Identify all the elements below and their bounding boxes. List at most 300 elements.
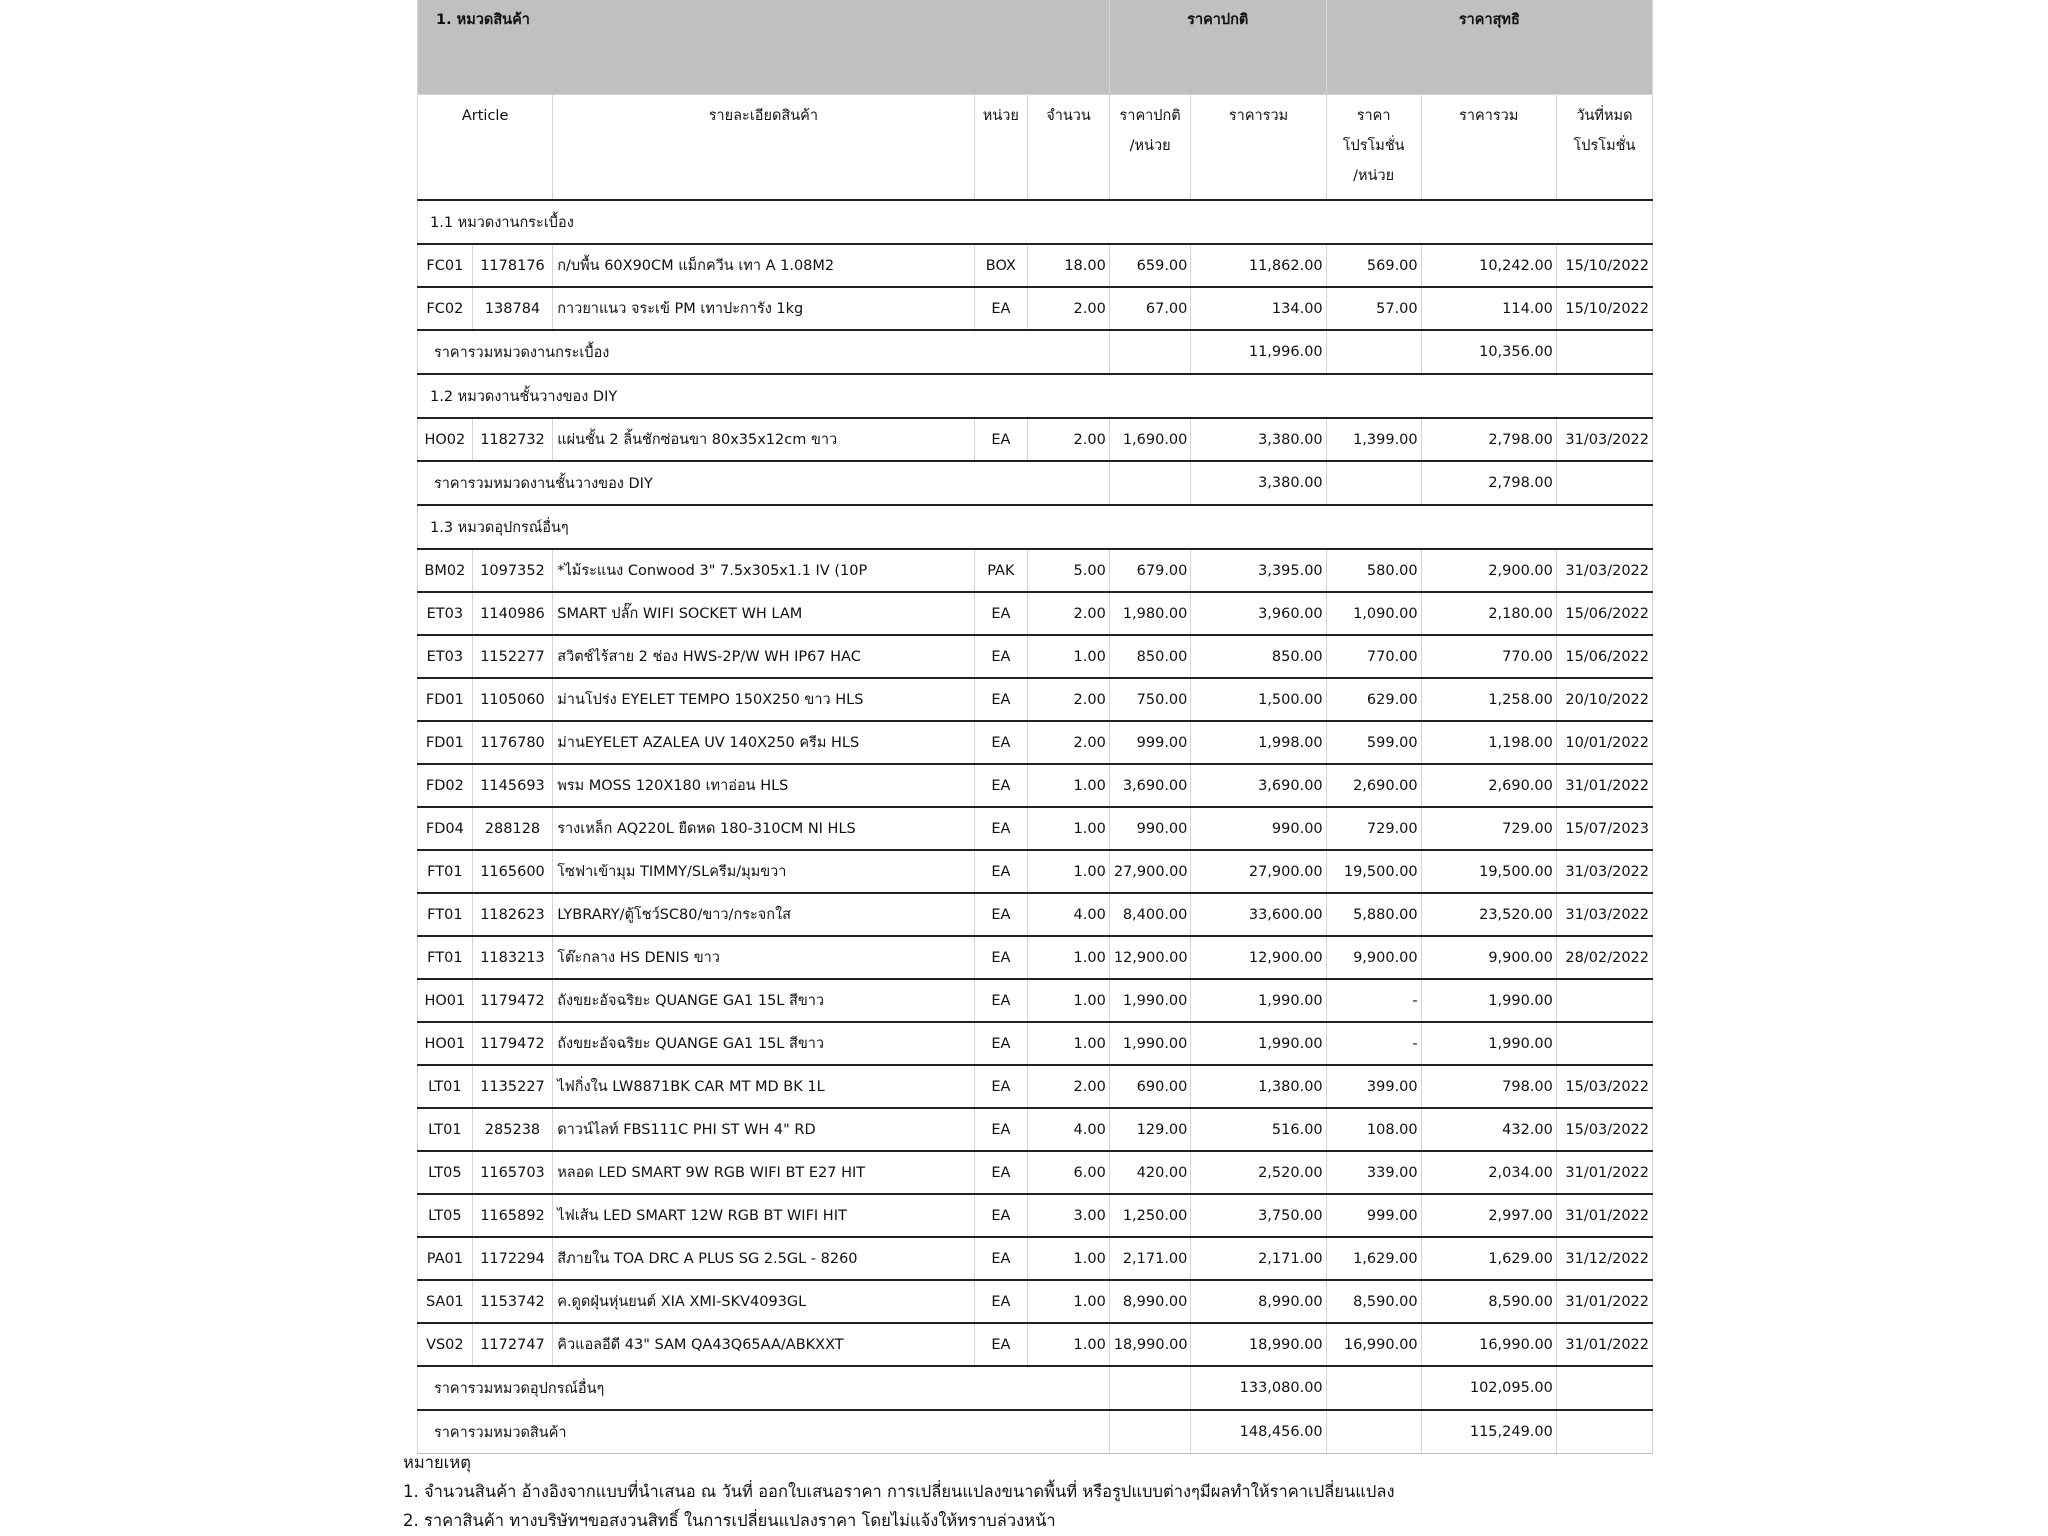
item-article: 1105060: [472, 678, 553, 721]
item-normal-total: 11,862.00: [1191, 244, 1326, 287]
item-net-total: 2,180.00: [1421, 592, 1556, 635]
item-promo-end: 31/01/2022: [1556, 1280, 1652, 1323]
item-article: 1172747: [472, 1323, 553, 1366]
item-row: [418, 678, 1653, 721]
subtotal-row-normal: 11,996.00: [1191, 330, 1326, 374]
subtotal-row-label: ราคารวมหมวดงานกระเบื้อง: [418, 330, 1110, 374]
col-promo-price: [1326, 95, 1421, 201]
item-unit: EA: [974, 764, 1028, 807]
item-row: [418, 850, 1653, 893]
item-net-total: 16,990.00: [1421, 1323, 1556, 1366]
grand-total-row-blank: [1556, 1410, 1652, 1454]
item-promo-end: 28/02/2022: [1556, 936, 1652, 979]
category-row: [418, 505, 1653, 549]
col-normal-total: ราคารวม: [1191, 95, 1326, 201]
net-price-group: ราคาสุทธิ: [1326, 0, 1652, 95]
item-article: 138784: [472, 287, 553, 330]
item-description: ไฟเส้น LED SMART 12W RGB BT WIFI HIT: [553, 1194, 974, 1237]
col-promo-l3: /หน่วย: [1353, 168, 1395, 184]
item-net-total: 770.00: [1421, 635, 1556, 678]
item-promo-end: 31/01/2022: [1556, 1323, 1652, 1366]
item-promo-price: -: [1326, 979, 1421, 1022]
item-normal-total: 27,900.00: [1191, 850, 1326, 893]
subtotal-row-blank: [1326, 1366, 1421, 1410]
subtotal-row: [418, 1366, 1653, 1410]
item-article: 1176780: [472, 721, 553, 764]
notes: [403, 1448, 1395, 1535]
item-unit-price: 679.00: [1109, 549, 1191, 592]
item-row: [418, 1194, 1653, 1237]
item-unit-price: 750.00: [1109, 678, 1191, 721]
column-header-row: [418, 95, 1653, 201]
item-code: HO01: [418, 979, 473, 1022]
item-unit-price: 8,400.00: [1109, 893, 1191, 936]
item-qty: 2.00: [1028, 418, 1110, 461]
item-net-total: 432.00: [1421, 1108, 1556, 1151]
item-unit-price: 27,900.00: [1109, 850, 1191, 893]
subtotal-row-net: 10,356.00: [1421, 330, 1556, 374]
section-title: 1. หมวดสินค้า: [418, 0, 1110, 95]
item-description: LYBRARY/ตู้โชว์SC80/ขาว/กระจกใส: [553, 893, 974, 936]
item-row: [418, 1280, 1653, 1323]
item-description: พรม MOSS 120X180 เทาอ่อน HLS: [553, 764, 974, 807]
item-promo-price: 629.00: [1326, 678, 1421, 721]
item-unit-price: 990.00: [1109, 807, 1191, 850]
item-description: ไฟกิ่งใน LW8871BK CAR MT MD BK 1L: [553, 1065, 974, 1108]
item-unit: EA: [974, 1108, 1028, 1151]
item-code: ET03: [418, 592, 473, 635]
item-unit: EA: [974, 287, 1028, 330]
item-normal-total: 990.00: [1191, 807, 1326, 850]
item-row: [418, 1151, 1653, 1194]
item-unit-price: 690.00: [1109, 1065, 1191, 1108]
item-unit: EA: [974, 721, 1028, 764]
item-net-total: 9,900.00: [1421, 936, 1556, 979]
subtotal-row-blank: [1326, 330, 1421, 374]
item-net-total: 1,258.00: [1421, 678, 1556, 721]
item-net-total: 2,798.00: [1421, 418, 1556, 461]
item-promo-end: 31/03/2022: [1556, 850, 1652, 893]
item-row: [418, 893, 1653, 936]
item-promo-end: [1556, 1022, 1652, 1065]
item-promo-end: [1556, 979, 1652, 1022]
col-description: รายละเอียดสินค้า: [553, 95, 974, 201]
item-normal-total: 1,990.00: [1191, 1022, 1326, 1065]
item-row: [418, 592, 1653, 635]
subtotal-row-blank: [1109, 1366, 1191, 1410]
item-normal-total: 3,750.00: [1191, 1194, 1326, 1237]
item-normal-total: 134.00: [1191, 287, 1326, 330]
item-unit-price: 1,690.00: [1109, 418, 1191, 461]
col-unit: หน่วย: [974, 95, 1028, 201]
item-normal-total: 3,395.00: [1191, 549, 1326, 592]
item-code: FC02: [418, 287, 473, 330]
item-unit: EA: [974, 1022, 1028, 1065]
item-promo-end: 31/03/2022: [1556, 549, 1652, 592]
item-promo-price: 729.00: [1326, 807, 1421, 850]
col-unit-price-l2: /หน่วย: [1129, 138, 1171, 154]
item-unit-price: 1,990.00: [1109, 979, 1191, 1022]
item-net-total: 114.00: [1421, 287, 1556, 330]
item-article: 1179472: [472, 1022, 553, 1065]
item-qty: 6.00: [1028, 1151, 1110, 1194]
item-code: FT01: [418, 936, 473, 979]
item-qty: 1.00: [1028, 850, 1110, 893]
item-promo-price: 1,629.00: [1326, 1237, 1421, 1280]
item-unit: EA: [974, 979, 1028, 1022]
item-code: BM02: [418, 549, 473, 592]
item-description: *ไม้ระแนง Conwood 3" 7.5x305x1.1 IV (10P: [553, 549, 974, 592]
item-promo-price: 16,990.00: [1326, 1323, 1421, 1366]
item-normal-total: 1,380.00: [1191, 1065, 1326, 1108]
item-unit-price: 18,990.00: [1109, 1323, 1191, 1366]
item-unit: EA: [974, 1237, 1028, 1280]
item-net-total: 1,198.00: [1421, 721, 1556, 764]
subtotal-row-blank: [1556, 461, 1652, 505]
subtotal-row-net: 2,798.00: [1421, 461, 1556, 505]
item-unit-price: 1,990.00: [1109, 1022, 1191, 1065]
item-normal-total: 1,990.00: [1191, 979, 1326, 1022]
item-promo-price: 599.00: [1326, 721, 1421, 764]
grand-total-row-net: 115,249.00: [1421, 1410, 1556, 1454]
item-promo-price: 57.00: [1326, 287, 1421, 330]
item-net-total: 729.00: [1421, 807, 1556, 850]
item-unit-price: 3,690.00: [1109, 764, 1191, 807]
item-normal-total: 12,900.00: [1191, 936, 1326, 979]
subtotal-row-label: ราคารวมหมวดอุปกรณ์อื่นๆ: [418, 1366, 1110, 1410]
item-code: FD02: [418, 764, 473, 807]
price-table: [417, 0, 1653, 1454]
subtotal-row-blank: [1109, 461, 1191, 505]
item-normal-total: 1,998.00: [1191, 721, 1326, 764]
item-unit-price: 129.00: [1109, 1108, 1191, 1151]
grand-total-row-blank: [1109, 1410, 1191, 1454]
item-unit: EA: [974, 893, 1028, 936]
item-net-total: 2,690.00: [1421, 764, 1556, 807]
item-description: โซฟาเข้ามุม TIMMY/SLครีม/มุมขวา: [553, 850, 974, 893]
item-net-total: 798.00: [1421, 1065, 1556, 1108]
item-qty: 4.00: [1028, 1108, 1110, 1151]
item-normal-total: 3,690.00: [1191, 764, 1326, 807]
item-row: [418, 764, 1653, 807]
item-promo-price: 2,690.00: [1326, 764, 1421, 807]
item-net-total: 2,900.00: [1421, 549, 1556, 592]
item-unit-price: 1,980.00: [1109, 592, 1191, 635]
col-promo-l2: โปรโมชั่น: [1342, 138, 1405, 154]
item-promo-end: 31/01/2022: [1556, 1194, 1652, 1237]
item-row: [418, 979, 1653, 1022]
item-description: รางเหล็ก AQ220L ยืดหด 180-310CM NI HLS: [553, 807, 974, 850]
item-normal-total: 1,500.00: [1191, 678, 1326, 721]
item-normal-total: 516.00: [1191, 1108, 1326, 1151]
item-qty: 2.00: [1028, 287, 1110, 330]
col-promo-end-l1: วันที่หมด: [1576, 108, 1633, 124]
item-code: SA01: [418, 1280, 473, 1323]
item-promo-end: 31/12/2022: [1556, 1237, 1652, 1280]
item-description: ค.ดูดฝุ่นหุ่นยนต์ XIA XMI-SKV4093GL: [553, 1280, 974, 1323]
item-net-total: 1,990.00: [1421, 1022, 1556, 1065]
item-qty: 4.00: [1028, 893, 1110, 936]
item-net-total: 10,242.00: [1421, 244, 1556, 287]
item-qty: 1.00: [1028, 936, 1110, 979]
item-description: ดาวน์ไลท์ FBS111C PHI ST WH 4" RD: [553, 1108, 974, 1151]
item-row: [418, 287, 1653, 330]
item-normal-total: 2,171.00: [1191, 1237, 1326, 1280]
item-description: สีภายใน TOA DRC A PLUS SG 2.5GL - 8260: [553, 1237, 974, 1280]
item-unit: EA: [974, 1280, 1028, 1323]
item-code: LT01: [418, 1065, 473, 1108]
item-promo-end: 15/03/2022: [1556, 1108, 1652, 1151]
item-unit-price: 8,990.00: [1109, 1280, 1191, 1323]
item-unit: EA: [974, 418, 1028, 461]
item-article: 1145693: [472, 764, 553, 807]
item-promo-end: 20/10/2022: [1556, 678, 1652, 721]
notes-heading: หมายเหตุ: [403, 1453, 471, 1472]
item-normal-total: 33,600.00: [1191, 893, 1326, 936]
item-net-total: 23,520.00: [1421, 893, 1556, 936]
item-unit-price: 2,171.00: [1109, 1237, 1191, 1280]
item-promo-price: 1,090.00: [1326, 592, 1421, 635]
subtotal-row: [418, 461, 1653, 505]
subtotal-row: [418, 330, 1653, 374]
item-description: หลอด LED SMART 9W RGB WIFI BT E27 HIT: [553, 1151, 974, 1194]
item-net-total: 1,990.00: [1421, 979, 1556, 1022]
item-row: [418, 1323, 1653, 1366]
item-promo-end: 31/03/2022: [1556, 893, 1652, 936]
grand-total-row-blank: [1326, 1410, 1421, 1454]
item-promo-end: 15/03/2022: [1556, 1065, 1652, 1108]
item-article: 1179472: [472, 979, 553, 1022]
subtotal-row-blank: [1109, 330, 1191, 374]
col-qty: จำนวน: [1028, 95, 1110, 201]
item-row: [418, 807, 1653, 850]
item-article: 1178176: [472, 244, 553, 287]
item-code: FT01: [418, 893, 473, 936]
item-net-total: 2,997.00: [1421, 1194, 1556, 1237]
item-normal-total: 3,380.00: [1191, 418, 1326, 461]
item-promo-price: 1,399.00: [1326, 418, 1421, 461]
item-unit: EA: [974, 1323, 1028, 1366]
item-article: 1182623: [472, 893, 553, 936]
item-unit: EA: [974, 1151, 1028, 1194]
col-unit-price-l1: ราคาปกติ: [1119, 108, 1181, 124]
item-qty: 2.00: [1028, 1065, 1110, 1108]
item-unit-price: 67.00: [1109, 287, 1191, 330]
col-promo-end: [1556, 95, 1652, 201]
item-description: กาวยาแนว จระเข้ PM เทาปะการัง 1kg: [553, 287, 974, 330]
item-promo-end: 31/01/2022: [1556, 1151, 1652, 1194]
grand-total-row-label: ราคารวมหมวดสินค้า: [418, 1410, 1110, 1454]
item-qty: 2.00: [1028, 721, 1110, 764]
item-article: 1135227: [472, 1065, 553, 1108]
item-net-total: 2,034.00: [1421, 1151, 1556, 1194]
item-normal-total: 2,520.00: [1191, 1151, 1326, 1194]
category-row: [418, 200, 1653, 244]
item-unit-price: 12,900.00: [1109, 936, 1191, 979]
item-row: [418, 1108, 1653, 1151]
item-code: ET03: [418, 635, 473, 678]
item-code: FC01: [418, 244, 473, 287]
subtotal-row-normal: 3,380.00: [1191, 461, 1326, 505]
item-unit: EA: [974, 678, 1028, 721]
item-row: [418, 1022, 1653, 1065]
item-qty: 1.00: [1028, 1237, 1110, 1280]
item-promo-price: 569.00: [1326, 244, 1421, 287]
item-qty: 3.00: [1028, 1194, 1110, 1237]
item-promo-end: 31/01/2022: [1556, 764, 1652, 807]
item-code: FD01: [418, 721, 473, 764]
item-article: 1165600: [472, 850, 553, 893]
item-qty: 1.00: [1028, 764, 1110, 807]
category-title: 1.1 หมวดงานกระเบื้อง: [418, 200, 1653, 244]
item-unit: BOX: [974, 244, 1028, 287]
item-code: FD04: [418, 807, 473, 850]
item-row: [418, 1237, 1653, 1280]
col-promo-end-l2: โปรโมชั่น: [1573, 138, 1636, 154]
subtotal-row-net: 102,095.00: [1421, 1366, 1556, 1410]
item-description: ถังขยะอัจฉริยะ QUANGE GA1 15L สีขาว: [553, 1022, 974, 1065]
item-description: สวิตช์ไร้สาย 2 ช่อง HWS-2P/W WH IP67 HAC: [553, 635, 974, 678]
item-row: [418, 936, 1653, 979]
item-article: 1165703: [472, 1151, 553, 1194]
item-promo-end: 15/06/2022: [1556, 592, 1652, 635]
item-row: [418, 1065, 1653, 1108]
item-unit: EA: [974, 592, 1028, 635]
item-description: โต๊ะกลาง HS DENIS ขาว: [553, 936, 974, 979]
subtotal-row-normal: 133,080.00: [1191, 1366, 1326, 1410]
subtotal-row-blank: [1556, 1366, 1652, 1410]
item-description: แผ่นชั้น 2 ลิ้นชักซ่อนขา 80x35x12cm ขาว: [553, 418, 974, 461]
item-row: [418, 549, 1653, 592]
item-qty: 1.00: [1028, 1280, 1110, 1323]
item-qty: 18.00: [1028, 244, 1110, 287]
item-promo-end: 15/06/2022: [1556, 635, 1652, 678]
item-unit: EA: [974, 1194, 1028, 1237]
item-promo-price: -: [1326, 1022, 1421, 1065]
category-row: [418, 374, 1653, 418]
item-unit-price: 999.00: [1109, 721, 1191, 764]
subtotal-row-blank: [1326, 461, 1421, 505]
item-promo-price: 8,590.00: [1326, 1280, 1421, 1323]
item-row: [418, 418, 1653, 461]
item-promo-end: 10/01/2022: [1556, 721, 1652, 764]
col-unit-price: [1109, 95, 1191, 201]
item-promo-price: 770.00: [1326, 635, 1421, 678]
item-qty: 1.00: [1028, 807, 1110, 850]
item-unit: PAK: [974, 549, 1028, 592]
item-description: ก/บพื้น 60X90CM แม็กควีน เทา A 1.08M2: [553, 244, 974, 287]
item-promo-end: 15/07/2023: [1556, 807, 1652, 850]
item-description: ม่านโปร่ง EYELET TEMPO 150X250 ขาว HLS: [553, 678, 974, 721]
item-promo-price: 580.00: [1326, 549, 1421, 592]
note-line: 2. ราคาสินค้า ทางบริษัทฯขอสงวนสิทธิ์ ในการเปลี่ยนแปลงราคา โดยไม่แจ้งให้ทราบล่วงหน้า: [403, 1511, 1056, 1530]
item-normal-total: 8,990.00: [1191, 1280, 1326, 1323]
item-article: 1140986: [472, 592, 553, 635]
item-unit: EA: [974, 1065, 1028, 1108]
item-row: [418, 721, 1653, 764]
item-net-total: 8,590.00: [1421, 1280, 1556, 1323]
item-description: SMART ปลั๊ก WIFI SOCKET WH LAM: [553, 592, 974, 635]
item-promo-price: 339.00: [1326, 1151, 1421, 1194]
item-net-total: 19,500.00: [1421, 850, 1556, 893]
item-qty: 1.00: [1028, 635, 1110, 678]
item-code: PA01: [418, 1237, 473, 1280]
item-article: 1172294: [472, 1237, 553, 1280]
quotation-sheet: [417, 0, 1653, 1454]
item-normal-total: 850.00: [1191, 635, 1326, 678]
item-article: 1097352: [472, 549, 553, 592]
item-article: 1152277: [472, 635, 553, 678]
subtotal-row-blank: [1556, 330, 1652, 374]
col-article: Article: [418, 95, 553, 201]
item-code: VS02: [418, 1323, 473, 1366]
item-article: 285238: [472, 1108, 553, 1151]
item-code: FT01: [418, 850, 473, 893]
category-title: 1.2 หมวดงานชั้นวางของ DIY: [418, 374, 1653, 418]
item-description: ถังขยะอัจฉริยะ QUANGE GA1 15L สีขาว: [553, 979, 974, 1022]
grand-total-row: [418, 1410, 1653, 1454]
item-code: LT05: [418, 1194, 473, 1237]
item-code: HO02: [418, 418, 473, 461]
item-description: ม่านEYELET AZALEA UV 140X250 ครีม HLS: [553, 721, 974, 764]
item-qty: 1.00: [1028, 979, 1110, 1022]
item-code: FD01: [418, 678, 473, 721]
subtotal-row-label: ราคารวมหมวดงานชั้นวางของ DIY: [418, 461, 1110, 505]
item-promo-price: 5,880.00: [1326, 893, 1421, 936]
section-header-row: [418, 0, 1653, 95]
item-unit-price: 1,250.00: [1109, 1194, 1191, 1237]
item-article: 288128: [472, 807, 553, 850]
item-qty: 1.00: [1028, 1323, 1110, 1366]
item-promo-price: 399.00: [1326, 1065, 1421, 1108]
item-unit: EA: [974, 807, 1028, 850]
note-line: 1. จำนวนสินค้า อ้างอิงจากแบบที่นำเสนอ ณ วันที่ ออกใบเสนอราคา การเปลี่ยนแปลงขนาดพื้นที่ หรือรูปแบบต่างๆมีผลทำให้ราคาเปลี่ยนแปลง: [403, 1482, 1395, 1501]
item-qty: 2.00: [1028, 592, 1110, 635]
item-article: 1153742: [472, 1280, 553, 1323]
item-promo-end: 31/03/2022: [1556, 418, 1652, 461]
item-row: [418, 244, 1653, 287]
item-code: LT01: [418, 1108, 473, 1151]
item-qty: 2.00: [1028, 678, 1110, 721]
item-article: 1183213: [472, 936, 553, 979]
item-normal-total: 18,990.00: [1191, 1323, 1326, 1366]
col-promo-l1: ราคา: [1356, 108, 1391, 124]
item-qty: 5.00: [1028, 549, 1110, 592]
item-unit: EA: [974, 635, 1028, 678]
item-unit: EA: [974, 936, 1028, 979]
item-promo-price: 9,900.00: [1326, 936, 1421, 979]
item-code: HO01: [418, 1022, 473, 1065]
col-net-total: ราคารวม: [1421, 95, 1556, 201]
item-qty: 1.00: [1028, 1022, 1110, 1065]
item-unit-price: 659.00: [1109, 244, 1191, 287]
item-article: 1165892: [472, 1194, 553, 1237]
item-row: [418, 635, 1653, 678]
category-title: 1.3 หมวดอุปกรณ์อื่นๆ: [418, 505, 1653, 549]
item-unit: EA: [974, 850, 1028, 893]
item-description: คิวแอลอีดี 43" SAM QA43Q65AA/ABKXXT: [553, 1323, 974, 1366]
item-promo-end: 15/10/2022: [1556, 287, 1652, 330]
item-unit-price: 850.00: [1109, 635, 1191, 678]
normal-price-group: ราคาปกติ: [1109, 0, 1326, 95]
item-normal-total: 3,960.00: [1191, 592, 1326, 635]
item-promo-price: 999.00: [1326, 1194, 1421, 1237]
item-promo-end: 15/10/2022: [1556, 244, 1652, 287]
item-article: 1182732: [472, 418, 553, 461]
item-code: LT05: [418, 1151, 473, 1194]
item-unit-price: 420.00: [1109, 1151, 1191, 1194]
grand-total-row-normal: 148,456.00: [1191, 1410, 1326, 1454]
